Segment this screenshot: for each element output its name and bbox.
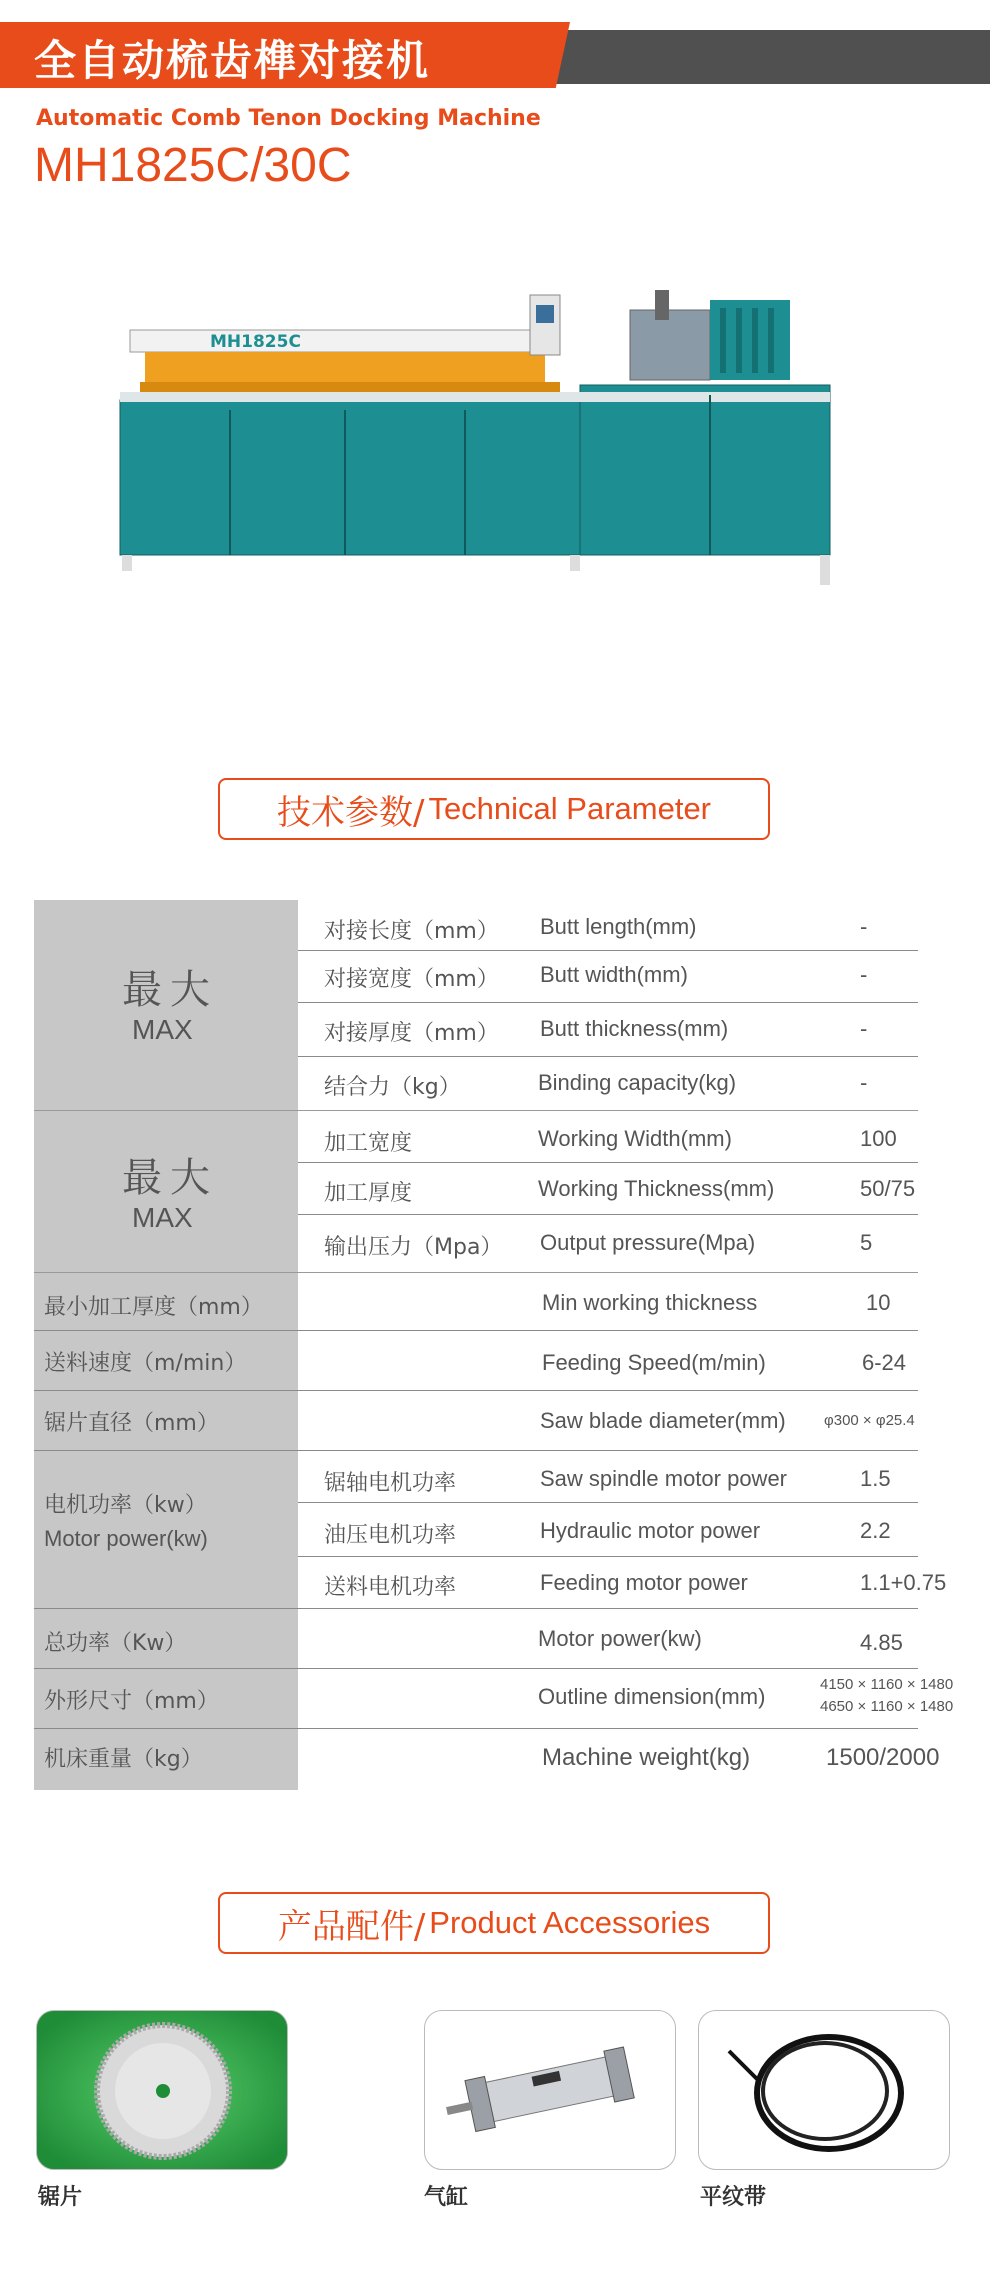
machine-label: MH1825C — [210, 332, 301, 352]
acc-title-en: Product Accessories — [429, 1905, 711, 1940]
machine-cabinet-left — [120, 400, 580, 555]
param-label-cn: 送料速度（m/min） — [44, 1351, 247, 1376]
param-cn: 对接宽度（mm） — [324, 967, 499, 992]
param-cn: 锯轴电机功率 — [324, 1471, 457, 1496]
param-value: 4.85 — [860, 1630, 903, 1655]
param-en: Saw spindle motor power — [540, 1466, 788, 1491]
param-value: - — [860, 914, 868, 939]
accessory-card[interactable] — [36, 2010, 288, 2170]
group-label-en: MAX — [132, 1202, 193, 1233]
param-en: Saw blade diameter(mm) — [540, 1408, 786, 1433]
group-label-cn: 最大 — [122, 967, 218, 1013]
param-value: 6-24 — [862, 1350, 907, 1375]
param-cn: 加工宽度 — [324, 1131, 413, 1156]
param-value: 100 — [860, 1126, 897, 1151]
param-en: Min working thickness — [542, 1290, 758, 1315]
param-value: 50/75 — [860, 1176, 916, 1201]
param-value: 1500/2000 — [826, 1744, 940, 1771]
page-title: 全自动梳齿榫对接机 — [34, 36, 431, 85]
param-label-cn: 锯片直径（mm） — [44, 1411, 219, 1436]
model-number: MH1825C/30C — [34, 139, 352, 192]
param-value: - — [860, 1070, 868, 1095]
tech-section-title — [218, 778, 770, 840]
parameter-table — [34, 900, 954, 1790]
param-cn: 加工厚度 — [324, 1181, 413, 1206]
motor-label-en: Motor power(kw) — [44, 1526, 208, 1551]
group-label-cn: 最大 — [122, 1155, 218, 1201]
tech-title-en: Technical Parameter — [428, 791, 712, 826]
header-bar — [540, 30, 990, 84]
tech-title-cn: 技术参数/ — [276, 792, 425, 833]
page-subtitle: Automatic Comb Tenon Docking Machine — [36, 106, 541, 131]
group-label-en: MAX — [132, 1014, 193, 1045]
param-en: Butt width(mm) — [540, 962, 688, 987]
machine-image — [100, 270, 880, 630]
param-value: 5 — [860, 1230, 873, 1255]
param-en: Outline dimension(mm) — [538, 1684, 766, 1709]
param-value: 10 — [866, 1290, 891, 1315]
machine-cutting-head — [630, 310, 710, 380]
accessories-section-title — [218, 1892, 770, 1954]
param-en: Butt length(mm) — [540, 914, 697, 939]
param-value: 1.5 — [860, 1466, 891, 1491]
param-en: Working Thickness(mm) — [538, 1176, 775, 1201]
param-label-cn: 最小加工厚度（mm） — [44, 1295, 263, 1320]
param-cn: 油压电机功率 — [324, 1523, 457, 1548]
accessory-card[interactable] — [698, 2010, 950, 2170]
machine-control-panel — [530, 295, 560, 355]
param-en: Output pressure(Mpa) — [540, 1230, 756, 1255]
param-value: 4150 × 1160 × 1480 — [820, 1676, 954, 1693]
param-cn: 对接长度（mm） — [324, 919, 499, 944]
accessory-label: 锯片 — [38, 2185, 83, 2210]
accessory-card[interactable] — [424, 2010, 676, 2170]
param-label-cn: 外形尺寸（mm） — [44, 1689, 219, 1714]
cylinder-icon — [425, 2011, 676, 2170]
param-en: Motor power(kw) — [538, 1626, 702, 1651]
param-value: φ300 × φ25.4 — [824, 1412, 915, 1429]
param-en: Feeding Speed(m/min) — [542, 1350, 766, 1375]
param-value: - — [860, 1016, 868, 1041]
param-value: 1.1+0.75 — [860, 1570, 947, 1595]
machine-cabinet-right — [580, 385, 830, 555]
param-en: Feeding motor power — [540, 1570, 748, 1595]
param-value: 4650 × 1160 × 1480 — [820, 1698, 954, 1715]
saw-blade-icon — [37, 2011, 288, 2170]
param-en: Machine weight(kg) — [542, 1744, 751, 1771]
param-cn: 结合力（kg） — [324, 1075, 461, 1100]
machine-rail — [145, 352, 545, 382]
motor-label-cn: 电机功率（kw） — [44, 1493, 207, 1518]
param-en: Butt thickness(mm) — [540, 1016, 729, 1041]
accessory-label: 气缸 — [424, 2185, 469, 2210]
param-cn: 对接厚度（mm） — [324, 1021, 499, 1046]
param-value: 2.2 — [860, 1518, 891, 1543]
belt-icon — [699, 2011, 950, 2170]
param-cn: 输出压力（Mpa） — [324, 1235, 503, 1260]
param-en: Working Width(mm) — [538, 1126, 732, 1151]
param-label-cn: 机床重量（kg） — [44, 1747, 203, 1772]
machine-beam — [130, 330, 550, 352]
acc-title-cn: 产品配件/ — [277, 1906, 426, 1947]
param-cn: 送料电机功率 — [324, 1575, 457, 1600]
param-label-cn: 总功率（Kw） — [44, 1631, 187, 1656]
param-value: - — [860, 962, 868, 987]
param-en: Binding capacity(kg) — [538, 1070, 737, 1095]
accessory-label: 平纹带 — [700, 2185, 767, 2210]
param-en: Hydraulic motor power — [540, 1518, 761, 1543]
